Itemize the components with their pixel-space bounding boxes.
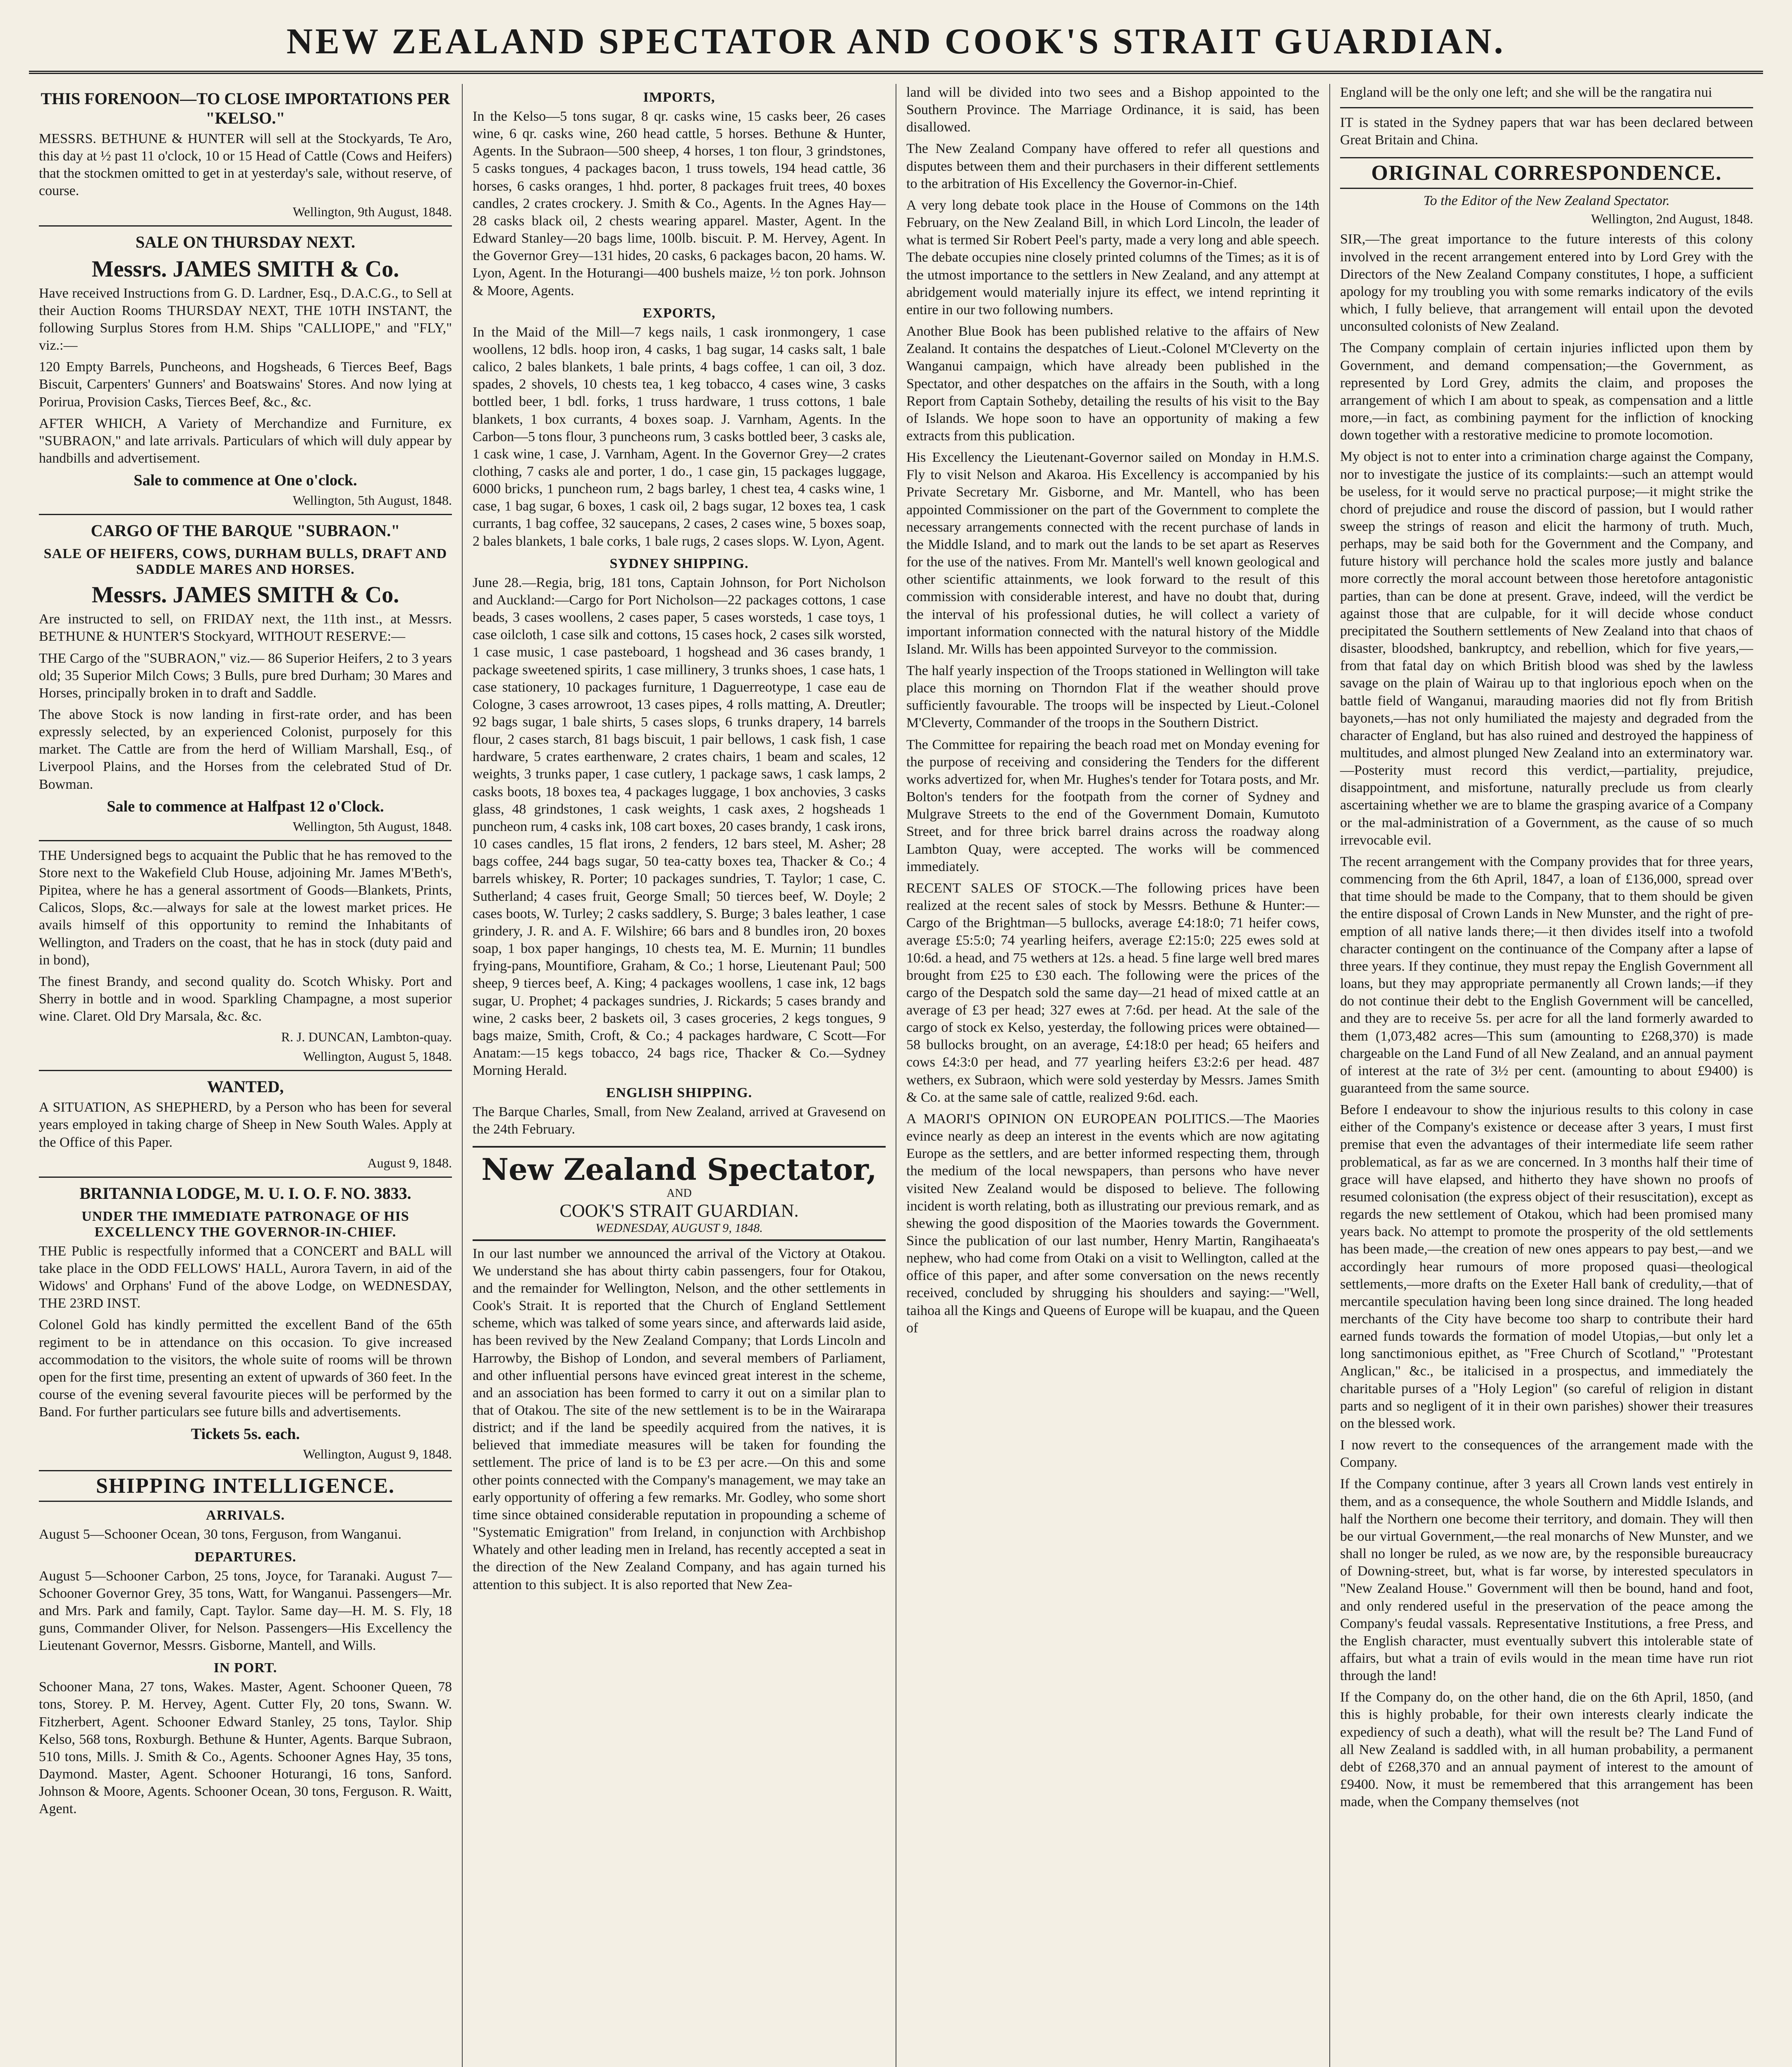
columns — [29, 84, 1763, 2067]
departures-head: DEPARTURES. — [194, 1549, 296, 1565]
ad-subraon-commence: Sale to commence at Halfpast 12 o'Clock. — [107, 797, 384, 815]
ad-subraon-body2: THE Cargo of the "SUBRAON," viz.— 86 Superior Heifers, 2 to 3 years old; 35 Superior Milch Cows; 3 Bulls, pure bred Durham; 30 Mares and Horses, principally broken in to draft and Saddle. — [39, 650, 452, 701]
exports-text: In the Maid of the Mill—7 kegs nails, 1 cask ironmongery, 1 case woollens, 12 bdls. hoop iron, 4 casks, 1 bag sugar, 14 casks salt, 1 bale calico, 2 bales blankets, 1 bale prints, 4 bags coffee, 1 can oil, 3 doz. spades, 2 shovels, 10 chests tea, 1 keg tobacco, 4 cases wine, 3 casks bottled beer, 1 bdl. forks, 1 truss hardware, 1 truss cottons, 1 bale blankets, 1 box currants, 4 boxes soap. J. Varnham, Agents. In the Carbon—5 tons flour, 3 puncheons rum, 3 casks bottled beer, 3 casks ale, 1 cask wine, 1 case, J. Varnham, Agent. In the Governor Grey—2 crates clothing, 7 casks ale and porter, 1 do., 1 case gin, 15 packages luggage, 6000 bricks, 1 puncheon rum, 2 bags barley, 1 chest tea, 4 casks wine, 1 case, 1 bag sugar, 6 boxes, 1 cask oil, 2 bags sugar, 12 boxes tea, 1 cask currants, 1 bag coffee, 32 saucepans, 2 cases, 2 cases wine, 5 boxes soap, 2 bales blankets, 1 bale corks, 1 bale rugs, 2 cases slops. W. Lyon, Agent. — [473, 324, 886, 549]
paper-title-banner — [473, 1146, 886, 1241]
ad-thursday-body1: Have received Instructions from G. D. Lardner, Esq., D.A.C.G., to Sell at their Auction Rooms THURSDAY NEXT, THE 10TH INSTANT, the following Surplus Stores from H.M. Ships "CALLIOPE," and "FLY," viz.:— — [39, 285, 452, 353]
ad-lodge-tickets: Tickets 5s. each. — [191, 1425, 300, 1443]
ad-duncan-body1: THE Undersigned begs to acquaint the Public that he has removed to the Store next to the Wakefield Club House, adjoining Mr. James M'Beth's, Pipitea, where he has a general assortment of Goods—Blankets, Prints, Calicos, Slops, &c.—always for sale at the lowest market prices. He avails himself of this opportunity to remind the Inhabitants of Wellington, and Traders on the coast, that he has in stock (duty paid and in bond), — [39, 847, 452, 968]
ad-subraon-subhead: SALE OF HEIFERS, COWS, DURHAM BULLS, DRAFT AND SADDLE MARES AND HORSES. — [43, 546, 447, 578]
news-paragraph: England will be the only one left; and she will be the rangatira nui — [1340, 85, 1712, 100]
ad-forenoon-head: THIS FORENOON—TO CLOSE IMPORTATIONS PER "KELSO." — [41, 89, 450, 127]
ad-duncan-signature: R. J. DUNCAN, Lambton-quay. — [281, 1029, 452, 1045]
news-paragraph: The New Zealand Company have offered to refer all questions and disputes between them and their purchasers in their different settlements to the arbitration of His Excellency the Governor-in-Chief. — [906, 141, 1319, 191]
ad-thursday-date: Wellington, 5th August, 1848. — [293, 493, 452, 508]
sydney-shipping-head: SYDNEY SHIPPING. — [609, 556, 749, 571]
exports-head: EXPORTS, — [643, 305, 716, 321]
divider — [39, 1177, 452, 1178]
news-paragraph: IT is stated in the Sydney papers that war has been declared between Great Britain and China. — [1340, 115, 1753, 148]
ad-thursday-title: Messrs. JAMES SMITH & Co. — [91, 256, 399, 282]
correspondence-addressee: To the Editor of the New Zealand Spectator. — [1423, 193, 1670, 209]
sydney-shipping-text: June 28.—Regia, brig, 181 tons, Captain Johnson, for Port Nicholson and Auckland:—Cargo for Port Nicholson—22 packages cottons, 1 case beads, 3 cases woollens, 2 cases paper, 5 cases worsteds, 1 case toys, 1 case oilcloth, 1 case silk and cottons, 15 cases hock, 2 cases silk worsted, 1 case music, 1 case pasteboard, 1 hogshead and 36 cases brandy, 1 package sweetened spirits, 1 case millinery, 3 trunks shoes, 1 case hats, 1 case stationery, 10 packages furniture, 1 Daguerreotype, 1 case eau de Cologne, 3 cases arrowroot, 13 cases pipes, 4 rolls matting, A. Dreutler; 92 bags sugar, 1 bale shirts, 5 cases slops, 6 trunks drapery, 14 barrels flour, 2 cases starch, 81 bags biscuit, 1 pair bellows, 1 cask fish, 1 case hardware, 5 crates earthenware, 2 crates chairs, 1 beam and scales, 12 weights, 3 trunks paper, 1 case cutlery, 1 package saws, 1 cask lamps, 2 casks boots, 18 boxes tea, 4 packages luggage, 1 box anchovies, 3 casks glass, 48 grindstones, 1 cask weights, 1 cask axes, 2 hogsheads 1 puncheon rum, 4 casks ink, 108 cart boxes, 20 cases brandy, 1 cask irons, 10 cases candles, 15 flat irons, 2 fenders, 12 bars steel, M. Asher; 28 bags coffee, 244 bags sugar, 50 tea-catty boxes tea, Thacker & Co.; 4 barrels whiskey, R. Porter; 10 packages sundries, T. Taylor; 1 case, C. Sutherland; 4 cases fruit, George Small; 50 tierces beef, W. Doyle; 2 cases boots, W. Turley; 2 casks saddlery, S. Burge; 3 bales leather, 1 case grindery, J. R. and A. F. Wilshire; 66 bars and 8 bundles iron, 20 boxes soap, 1 box paper hangings, 10 chests tea, M. E. Murnin; 11 bundles frying-pans, Mountifiore, Graham, & Co.; 1 horse, Lieutenant Paul; 500 sheep, 9 tierces beef, A. King; 4 packages woollens, 1 case ink, 12 bags sugar, U. Prophet; 4 packages sundries, J. Rickards; 5 cases brandy and wine, 2 casks beer, 2 baskets oil, 3 cases groceries, 2 kegs tongues, 9 bags maize, Smith, Croft, & Co.; 4 packages hardware, C Scott—For Anatam:—15 kegs tobacco, 24 bags rice, Thacker & Co.—Sydney Morning Herald. — [473, 575, 886, 1079]
divider — [1340, 107, 1753, 108]
news-paragraph: His Excellency the Lieutenant-Governor sailed on Monday in H.M.S. Fly to visit Nelson and Akaroa. His Excellency is accompanied by his Private Secretary Mr. Gisborne, and Mr. Mantell, who has been appointed Commissioner on the part of the Government to complete the necessary arrangements connected with the recent purchase of lands in the Middle Island, and to mark out the lands to be set apart as Reserves for the use of the natives. From Mr. Mantell's well known geological and other scientific attainments, we look forward to the result of this commission with considerable interest, and have no doubt that, during the interval of his professional duties, he will collect a variety of important information connected with the natural history of the Middle Island. Mr. Wills has been appointed Surveyor to the commission. — [906, 450, 1319, 657]
letter-paragraph: If the Company continue, after 3 years all Crown lands vest entirely in them, and as a consequence, the whole Southern and Middle Islands, and half the Northern one become their territory, and domain. They will then be our virtual Government,—the real monarchs of New Munster, and we shall no longer be ruled, as we now are, by the responsible bureaucracy of Downing-street, but, what is far worse, by interested speculators in "New Zealand House." Government will then be bound, hand and foot, and only rendered useful in the preservation of the peace among the Company's feudal vassals. Representative Institutions, a free Press, and the English character, must eventually subvert this intolerable state of affairs, but what a train of evils would in the mean time have run riot through the land! — [1340, 1476, 1753, 1684]
arrivals-text: August 5—Schooner Ocean, 30 tons, Ferguson, from Wanganui. — [39, 1527, 402, 1542]
letter-paragraph: Before I endeavour to show the injurious results to this colony in case either of the Company's existence or decease after 3 years, I must first premise that even the advantages of their intermediate life seem rather problematical, as far as we are concerned. In 3 months half their time of grace will have elapsed, and hitherto they have shown no proofs of resumed colonisation (the express object of their resuscitation), except as regards the new settlement of Otakou, which had been promised many years back. No attempt to promote the prosperity of the old settlements has been made,—the creation of new ones appears to pay best,—and we accordingly hear rumours of more proposed quasi—theological settlements,—more drafts on the Exeter Hall bank of credulity,—that of mercantile speculation having been long since drained. The long headed merchants of the City have become too sharp to contribute their hard earned funds towards the formation of model Utopias,—but only let a long sanctimonious epithet, as "Free Church of Scotland," "Protestant Anglican," &c., be italicised in a prospectus, and immediately the charitable purses of a "Holy Legion" (so careful of religion in distant parts and so negligent of it in their own parishes) shower their treasures on the blessed work. — [1340, 1102, 1753, 1431]
english-shipping-text: The Barque Charles, Small, from New Zealand, arrived at Gravesend on the 24th February. — [473, 1104, 886, 1137]
letter-paragraph: The recent arrangement with the Company provides that for three years, commencing from the 6th April, 1847, a loan of £136,000, spread over that time should be made to the Company, that to them should be given the entire disposal of Crown Lands in New Munster, and the right of pre-emption of all native lands there;—it then divides itself into a twofold character contingent on the continuance of the Company after a lapse of three years. If they continue, they must repay the English Government all loans, but they may appropriate permanently all Crown lands;—if they do not continue their debt to the English Government will be cancelled, and they are to receive 5s. per acre for all the land formerly awarded to them (1,073,482 acres—This sum (amounting to £268,370) is made chargeable on the Land Fund of all New Zealand, and an annual payment of interest at the rate of 3½ per cent. (amounting to about £9400) is guaranteed from the same source. — [1340, 854, 1753, 1096]
in-port-head: IN PORT. — [213, 1660, 277, 1676]
english-shipping-head: ENGLISH SHIPPING. — [606, 1085, 753, 1101]
divider — [39, 1070, 452, 1071]
letter-paragraph: I now revert to the consequences of the arrangement made with the Company. — [1340, 1437, 1753, 1470]
column-4 — [1330, 84, 1763, 2067]
paper-title: New Zealand Spectator, — [481, 1151, 877, 1187]
ad-wanted-head: WANTED, — [207, 1077, 284, 1096]
departures-text: August 5—Schooner Carbon, 25 tons, Joyce, for Taranaki. August 7—Schooner Governor Grey, 35 tons, Watt, for Wanganui. Passengers—Mr. and Mrs. Park and family, Capt. Taylor. Same day—H. M. S. Fly, 18 guns, Commander Oliver, for Nelson. Passengers—His Excellency the Lieutenant Governor, Messrs. Gisborne, Mantell, and Wills. — [39, 1568, 452, 1654]
ad-forenoon-body: MESSRS. BETHUNE & HUNTER will sell at the Stockyards, Te Aro, this day at ½ past 11 o'clock, 10 or 15 Head of Cattle (Cows and Heifers) that the stockmen omitted to get in at yesterday's sale, without reserve, of course. — [39, 131, 452, 199]
correspondence-dateline: Wellington, 2nd August, 1848. — [1591, 211, 1753, 227]
paper-subtitle: COOK'S STRAIT GUARDIAN. — [559, 1200, 799, 1221]
divider — [39, 840, 452, 841]
column-1 — [29, 84, 463, 2067]
ad-thursday-body2: 120 Empty Barrels, Puncheons, and Hogsheads, 6 Tierces Beef, Bags Biscuit, Carpenters' Gunners' and Boatswains' Stores. And now lying at Porirua, Provision Casks, Tierces Beef, &c., &c. — [39, 359, 452, 410]
ad-subraon-date: Wellington, 5th August, 1848. — [293, 819, 452, 834]
ad-lodge-head: BRITANNIA LODGE, M. U. I. O. F. NO. 3833. — [79, 1184, 411, 1203]
ad-lodge-body2: Colonel Gold has kindly permitted the excellent Band of the 65th regiment to be in attendance on this occasion. To give increased accommodation to the visitors, the whole suite of rooms will be thrown open for the first time, presenting an extent of upwards of 360 feet. In the course of the evening several favourite pieces will be performed by the Band. For further particulars see future bills and advertisements. — [39, 1317, 452, 1420]
column-2 — [463, 84, 896, 2067]
news-paragraph: Another Blue Book has been published relative to the affairs of New Zealand. It contains the despatches of Lieut.-Colonel M'Cleverty on the Wanganui campaign, which have already been published in the Spectator, and other despatches on the affairs in the South, with a long Report from Captain Sotheby, detailing the results of his visit to the Bay of Islands. We hope soon to have an opportunity of making a few extracts from this publication. — [906, 324, 1319, 444]
letter-paragraph: If the Company do, on the other hand, die on the 6th April, 1850, (and this is highly probable, for their own interests clearly indicate the expediency of such a death), what will the result be? The Land Fund of all New Zealand is saddled with, in all human probability, a permanent debt of £268,370 and an annual payment of interest to the amount of £9400. Now, it must be remembered that this arrangement has been made, when the Company themselves (not — [1340, 1690, 1753, 1810]
ad-lodge-date: Wellington, August 9, 1848. — [303, 1446, 452, 1462]
imports-text: In the Kelso—5 tons sugar, 8 qr. casks wine, 15 casks beer, 26 cases wine, 6 qr. casks wine, 260 head cattle, 5 horses. Bethune & Hunter, Agents. In the Subraon—500 sheep, 4 horses, 1 ton flour, 3 grindstones, 5 casks tongues, 4 packages bacon, 1 truss towels, 194 head cattle, 36 horses, 6 casks oranges, 1 hhd. porter, 8 packages fruit trees, 40 boxes candles, 2 crates crockery. J. Smith & Co., Agents. In the Agnes Hay—28 casks black oil, 2 chests wearing apparel. Master, Agent. In the Edward Stanley—20 bags lime, 100lb. biscuit. P. M. Hervey, Agent. In the Governor Grey—131 hides, 20 casks, 6 packages bacon, 20 hams. W. Lyon, Agent. In the Hoturangi—400 bushels maize, ½ ton pork. Johnson & Moore, Agents. — [473, 109, 886, 298]
ad-wanted-body: A SITUATION, AS SHEPHERD, by a Person who has been for several years employed in taking charge of Sheep in New South Wales. Apply at the Office of this Paper. — [39, 1100, 452, 1150]
news-paragraph: A MAORI'S OPINION ON EUROPEAN POLITICS.—The Maories evince nearly as deep an interest in the events which are now agitating Europe as the settlers, and are better informed respecting them, through the medium of the local newspapers, than persons who have never visited New Zealand would be disposed to believe. The following incident is worth relating, both as illustrating our previous remark, and as shewing the good disposition of the Maories towards the Government. Since the publication of our last number, Henry Martin, Rangihaeata's nephew, who had come from Otaki on a visit to Wellington, called at the office of this paper, and after some conversation on the news recently received, concluded by shrugging his shoulders and saying:—"Well, taihoa all the Kings and Queens of Europe will be kuapau, and the Queen of — [906, 1111, 1319, 1336]
ad-subraon-body3: The above Stock is now landing in first-rate order, and has been expressly selected, by an experienced Colonist, purposely for this market. The Cattle are from the herd of William Marshall, Esq., of Liverpool Plains, and the Horses from the celebrated Stud of Dr. Bowman. — [39, 707, 452, 792]
ad-duncan-body2: The finest Brandy, and second quality do. Scotch Whisky. Port and Sherry in bottle and in wood. Sparkling Champagne, a most superior wine. Claret. Old Dry Marsala, &c. &c. — [39, 974, 452, 1024]
news-paragraph: The half yearly inspection of the Troops stationed in Wellington will take place this morning on Thorndon Flat if the weather should prove sufficiently favourable. The troops will be inspected by Lieut.-Colonel M'Cleverty, Commander of the troops in the Southern District. — [906, 663, 1319, 731]
editorial-text: In our last number we announced the arrival of the Victory at Otakou. We understand she has about thirty cabin passengers, four for Otakou, and the remainder for Wellington, Nelson, and the other settlements in Cook's Strait. It is reported that the Church of England Settlement scheme, which was talked of some years since, and afterwards laid aside, has been revived by the New Zealand Company; that Lords Lincoln and Harrowby, the Bishop of London, and several members of Parliament, and other influential persons have evinced great interest in the scheme, and an association has been formed to carry it out on a similar plan to that of Otakou. The site of the new settlement is to be in the Wairarapa district; and if the land be speedily acquired from the natives, it is believed that immediate measures will be taken for founding the settlement. The price of land is to be £3 per acre.—On this and some other points connected with the Company's management, we may take an early opportunity of offering a few remarks. Mr. Godley, who some short time since obtained considerable reputation in propounding a scheme of "Systematic Emigration" from Ireland, in conjunction with Archbishop Whately and other leading men in Ireland, has recently accepted a seat in the direction of the New Zealand Company, and has again turned his attention to this subject. It is also reported that New Zea- — [473, 1246, 886, 1592]
in-port-text: Schooner Mana, 27 tons, Wakes. Master, Agent. Schooner Queen, 78 tons, Storey. P. M. Hervey, Agent. Cutter Fly, 20 tons, Swann. W. Fitzherbert, Agent. Schooner Edward Stanley, 25 tons, Taylor. Ship Kelso, 568 tons, Roxburgh. Bethune & Hunter, Agents. Barque Subraon, 510 tons, Mills. J. Smith & Co., Agents. Schooner Agnes Hay, 35 tons, Daymond. Master, Agent. Schooner Hoturangi, 16 tons, Sanford. Johnson & Moore, Agents. Schooner Ocean, 30 tons, Ferguson. R. Waitt, Agent. — [39, 1679, 452, 1817]
paper-title-and: AND — [667, 1186, 692, 1200]
ad-wanted-date: August 9, 1848. — [367, 1155, 452, 1170]
ad-forenoon-date: Wellington, 9th August, 1848. — [293, 204, 452, 219]
masthead: NEW ZEALAND SPECTATOR AND COOK'S STRAIT GUARDIAN. — [29, 17, 1763, 74]
imports-head: IMPORTS, — [643, 90, 715, 105]
ad-subraon-head: CARGO OF THE BARQUE "SUBRAON." — [91, 521, 400, 540]
divider — [39, 514, 452, 515]
shipping-intelligence-head: SHIPPING INTELLIGENCE. — [39, 1470, 452, 1502]
news-paragraph: The Committee for repairing the beach road met on Monday evening for the purpose of receiving and considering the Tenders for the different works advertized for, when Mr. Hughes's tender for Totara posts, and Mr. Bolton's tenders for the footpath from the corner of Sydney and Mulgrave Streets to the end of the Government Domain, Kumutoto Street, and for three brick barrel drains across the roadway along Lambton Quay, were accepted. The works will be commenced immediately. — [906, 737, 1319, 874]
news-paragraph: RECENT SALES OF STOCK.—The following prices have been realized at the recent sales of stock by Messrs. Bethune & Hunter:—Cargo of the Brightman—5 bullocks, average £4:18:0; 71 heifer cows, average £5:5:0; 74 yearling heifers, average £2:15:0; 225 ewes sold at 10:6d. a head, and 75 wethers at 12s. a head. 5 fine large well bred mares brought from £25 to £30 each. The following were the prices of the cargo of the Despatch sold the same day—21 head of mixed cattle at an average of £3 per head; 327 ewes at 7:6d. per head. At the sale of the cargo of stock ex Kelso, yesterday, the following prices were obtained—58 bullocks brought, on an average, £4:18:0 per head; 65 heifers and cows £4:3:0 per head, and 77 yearling heifers £3:2:6 per head. 487 wethers, ex Subraon, which were sold yesterday by Messrs. James Smith & Co. at the same sale of cattle, realized 9:6d. each. — [906, 880, 1319, 1105]
news-paragraph: land will be divided into two sees and a Bishop appointed to the Southern Province. The Marriage Ordinance, it is said, has been disallowed. — [906, 85, 1319, 135]
divider — [39, 225, 452, 227]
news-paragraph: A very long debate took place in the House of Commons on the 14th February, on the New Zealand Bill, in which Lord Lincoln, the leader of what is termed Sir Robert Peel's party, made a very long and able speech. The debate occupies nine closely printed columns of the Times; as it is of the utmost importance to the settlers in New Zealand, and any attempt at abridgement would materially injure its effect, we intend reprinting it entire in our two following numbers. — [906, 197, 1319, 317]
ad-subraon-body1: Are instructed to sell, on FRIDAY next, the 11th inst., at Messrs. BETHUNE & HUNTER'S Stockyard, WITHOUT RESERVE:— — [39, 611, 452, 644]
ad-thursday-head: SALE ON THURSDAY NEXT. — [135, 232, 356, 251]
ad-duncan-date: Wellington, August 5, 1848. — [303, 1049, 452, 1064]
ad-lodge-subhead: UNDER THE IMMEDIATE PATRONAGE OF HIS EXCELLENCY THE GOVERNOR-IN-CHIEF. — [81, 1208, 409, 1240]
letter-paragraph: My object is not to enter into a crimination charge against the Company, nor to investigate the justice of its complaints:—such an attempt would be useless, for it would serve no practical purpose;—it might strike the chord of prejudice and rouse the discord of passion, but I would rather sweep the strings of reason and elicit the harmony of truth. Much, perhaps, may be said both for the Government and the Company, and future history will perchance hold the scales more justly and balance more correctly the moral account between those heretofore antagonistic parties, than can be done at present. Grave, indeed, will the verdict be against those that are culpable, for it will decide whose conduct precipitated the Southern settlements of New Zealand into that chaos of disaster, bloodshed, bankruptcy, and rebellion, which for five years,—from that fatal day on which British blood was shed by the lawless savage on the plain of Wairau up to that inglorious epoch when on the battle field of Wanganui, marauding maories did not fly from British bayonets,—has not only humiliated the majesty and degraded from the character of England, but has also ruined and destroyed the happiness of multitudes, and almost plunged New Zealand into an exterminatory war.—Posterity must record this verdict,—partiality, prejudice, disappointment, and misfortune, naturally preclude us from clearly ascertaining whether we are to blame the grasping avarice of a Company or the mal-administration of a Government, as the cause of so much irrevocable evil. — [1340, 449, 1753, 848]
ad-subraon-title: Messrs. JAMES SMITH & Co. — [91, 582, 399, 608]
ad-thursday-body3: AFTER WHICH, A Variety of Merchandize and Furniture, ex "SUBRAON," and late arrivals. Particulars of which will duly appear by handbills and advertisement. — [39, 415, 452, 466]
correspondence-head: ORIGINAL CORRESPONDENCE. — [1340, 157, 1753, 189]
letter-paragraph: The Company complain of certain injuries inflicted upon them by Government, and demand compensation;—the Government, as represented by Lord Grey, admits the claim, and proposes the arrangement of which I am about to speak, as compensation and a little more,—in fact, as combining payment for the infliction of knocking down together with a restorative medicine to promote locomotion. — [1340, 340, 1753, 443]
ad-thursday-commence: Sale to commence at One o'clock. — [134, 472, 357, 489]
ad-lodge-body1: THE Public is respectfully informed that a CONCERT and BALL will take place in the ODD FELLOWS' HALL, Aurora Tavern, in aid of the Widows' and Orphans' Fund of the above Lodge, on WEDNESDAY, THE 23RD INST. — [39, 1243, 452, 1311]
column-3 — [896, 84, 1330, 2067]
paper-date: WEDNESDAY, AUGUST 9, 1848. — [595, 1221, 763, 1235]
arrivals-head: ARRIVALS. — [206, 1508, 285, 1523]
letter-paragraph: SIR,—The great importance to the future interests of this colony involved in the recent arrangement entered into by Lord Grey with the Directors of the New Zealand Company constitutes, I hope, a sufficient apology for my troubling you with some remarks indicatory of the evils which, I fully believe, that arrangement will entail upon the devoted unconsulted colonists of New Zealand. — [1340, 232, 1753, 334]
